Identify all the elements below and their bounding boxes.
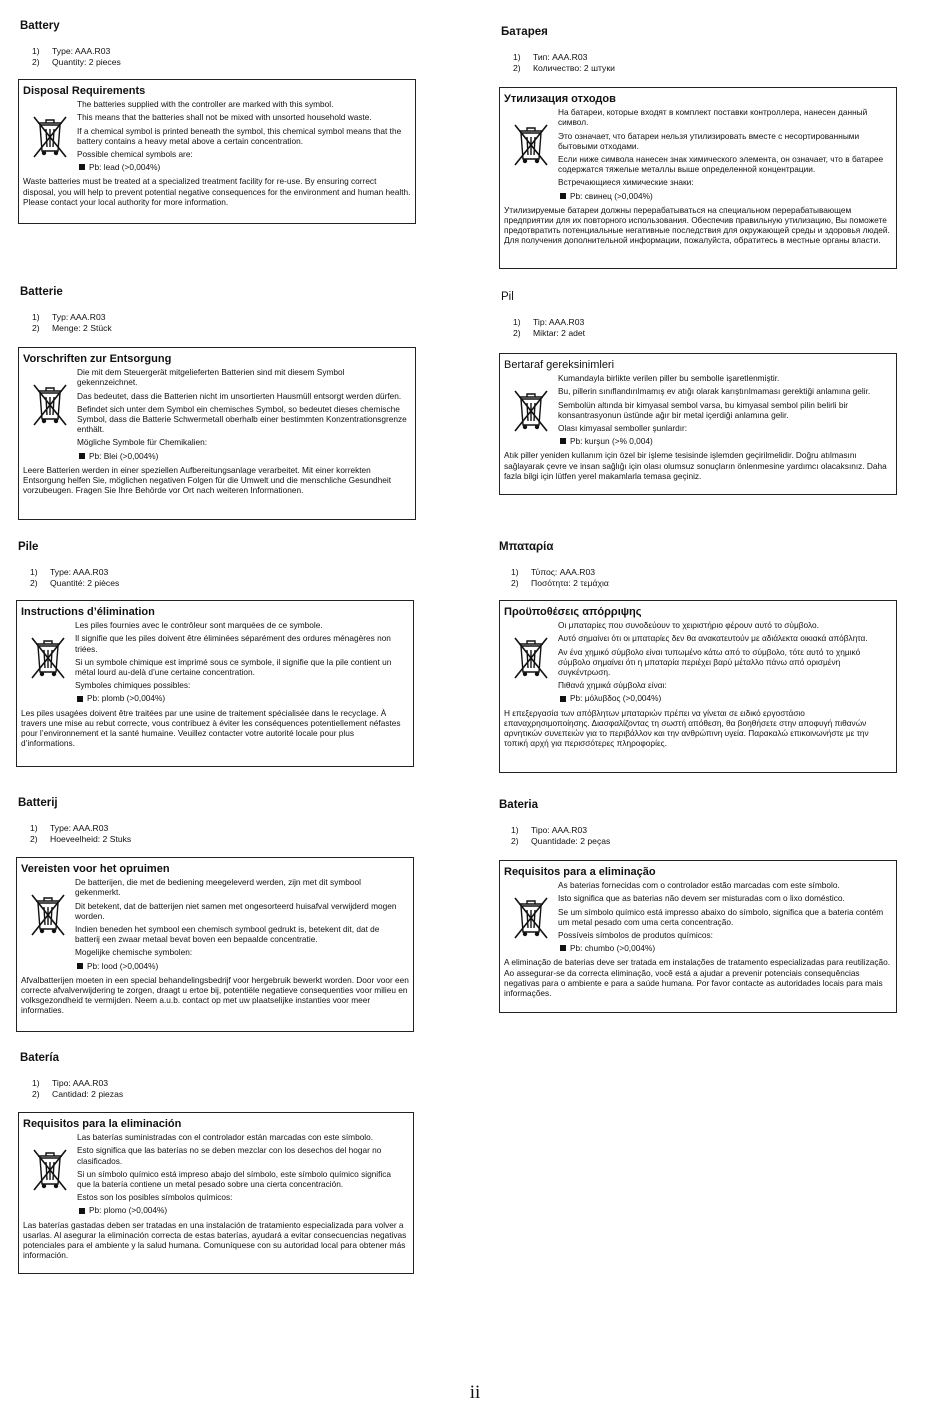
para: Les piles fournies avec le contrôleur sont marquées de ce symbole. bbox=[75, 620, 323, 631]
footer-text: Η επεξεργασία των απόβλητων μπαταριών πρέπει να γίνεται σε ειδικό εργοστάσιο επαναχρησιμοποίησης. Διασφαλίζοντας τη σωστή απόθεση, θα βοηθήσετε στην αποφυγή πιθανών αρνητικών συνεπειών για το περιβάλλον και την ανθρώπινη υγεία. Παρακαλώ επικοινωνήστε με την τοπική αρχή για περισσότερες πληροφορίες. bbox=[504, 707, 869, 749]
bullet-square-icon bbox=[560, 438, 566, 444]
spec-quantity: Miktar: 2 adet bbox=[533, 327, 586, 338]
box-title: Instructions d’élimination bbox=[21, 606, 155, 618]
section-title: Batterij bbox=[18, 797, 58, 809]
section-title: Battery bbox=[20, 20, 60, 32]
spec-list bbox=[511, 825, 899, 846]
para: Esto significa que las baterías no se deben mezclar con los desechos del hogar no clasificados. bbox=[77, 1145, 382, 1166]
bullet-square-icon bbox=[560, 193, 566, 199]
crossed-bin-icon bbox=[504, 620, 558, 706]
para: Mogelijke chemische symbolen: bbox=[75, 947, 193, 958]
spec-num: 2) bbox=[513, 327, 521, 338]
section-title: Pile bbox=[18, 541, 39, 553]
footer-text: Las baterías gastadas deben ser tratadas en una instalación de tratamiento especializada para volver a usarlas. Al asegurar la eliminación correcta de estas baterías, ayudará a evitar consecuencias negativas potenciales para el ambiente y la salud humana. Comuníquese con su autoridad local para obtener más información. bbox=[23, 1219, 407, 1261]
para: Si un símbolo químico está impreso abajo del símbolo, este símbolo químico significa que la batería contiene un metal pesado sobre una cierta concentración. bbox=[77, 1168, 392, 1190]
crossed-bin-icon bbox=[21, 877, 75, 974]
section-battery-pt bbox=[499, 799, 899, 846]
spec-num: 2) bbox=[32, 56, 40, 67]
spec-num: 1) bbox=[30, 823, 38, 833]
para: This means that the batteries shall not be mixed with unsorted household waste. bbox=[77, 112, 372, 123]
bullet-square-icon bbox=[560, 945, 566, 951]
para: Possible chemical symbols are: bbox=[77, 149, 193, 160]
crossed-bin-icon bbox=[504, 107, 558, 204]
para: Αυτό σημαίνει ότι οι μπαταρίες δεν θα ανακατευτούν με αδιάλεκτα οικιακά απόβλητα. bbox=[558, 633, 868, 644]
spec-type: Tipo: AAA.R03 bbox=[531, 825, 588, 835]
disposal-box-ru bbox=[499, 87, 897, 269]
para: Dit betekent, dat de batterijen niet samen met ongesorteerd huisafval verwijderd mogen worden. bbox=[75, 900, 397, 921]
spec-quantity: Cantidad: 2 piezas bbox=[52, 1088, 124, 1099]
spec-quantity: Ποσότητα: 2 τεμάχια bbox=[531, 577, 609, 588]
section-title: Batería bbox=[20, 1052, 59, 1064]
spec-list bbox=[32, 312, 420, 333]
bullet-text: Pb: Blei (>0,004%) bbox=[89, 450, 159, 461]
box-title: Disposal Requirements bbox=[23, 85, 146, 97]
para: Indien beneden het symbool een chemisch symbool gedrukt is, betekent dit, dat de batterij een zwaar metaal bevat boven een bepaalde concentratie. bbox=[75, 924, 380, 945]
para: The batteries supplied with the controller are marked with this symbol. bbox=[77, 99, 334, 110]
spec-type: Tip: AAA.R03 bbox=[533, 317, 585, 327]
spec-num: 2) bbox=[511, 835, 519, 846]
footer-text: Afvalbatterijen moeten in een special behandelingsbedrijf voor hergebruik bewerkt worden. Door voor een correcte afvalverwijdering te zorgen, draagt u ertoe bij, potentiële negatieve consequenties voor milieu en volksgezondheid te vermijden. Neem a.u.b. contact op met uw plaatselijke instanties voor meer informaties. bbox=[21, 974, 409, 1016]
para: Kumandayla birlikte verilen piller bu sembolle işaretlenmiştir. bbox=[558, 373, 780, 384]
spec-num: 2) bbox=[30, 833, 38, 844]
disposal-box-fr bbox=[16, 600, 414, 767]
chemical-bullet bbox=[79, 1205, 405, 1215]
chemical-bullet bbox=[77, 961, 405, 971]
para: De batterijen, die met de bediening meegeleverd werden, zijn met dit symbool gekenmerkt. bbox=[75, 877, 361, 898]
section-battery-de bbox=[20, 286, 420, 333]
para: Αν ένα χημικό σύμβολο είναι τυπωμένο κάτω από το σύμβολο, τότε αυτό το χημικό σύμβολο σημαίνει ότι η μπαταρία περιέχει βαρύ μέταλλο πάνω από ορισμένη συγκέντρωση. bbox=[558, 646, 861, 678]
bullet-text: Pb: plomo (>0,004%) bbox=[89, 1205, 168, 1216]
crossed-bin-icon bbox=[504, 880, 558, 956]
section-title: Батарея bbox=[501, 26, 548, 38]
para: Mögliche Symbole für Chemikalien: bbox=[77, 437, 208, 448]
footer-text: Утилизируемые батареи должны перерабатываться на специальном перерабатывающем предприятии для их повторного использования. Обеспечив правильную утилизацию, Вы поможете предотвратить потенциальные негативные последствия для окружающей среды и здоровья людей. Для получения дополнительной информации, пожалуйста, обратитесь в местные органы власти. bbox=[504, 204, 890, 246]
disposal-box-es bbox=[18, 1112, 414, 1274]
spec-list bbox=[513, 317, 901, 338]
spec-num: 1) bbox=[513, 52, 521, 62]
para: If a chemical symbol is printed beneath the symbol, this chemical symbol means that the battery contains a heavy metal above a certain concentration. bbox=[77, 125, 402, 146]
para: Possíveis símbolos de produtos químicos: bbox=[558, 930, 713, 941]
footer-text: Les piles usagées doivent être traitées par une usine de traitement spécialisée dans le recyclage. À travers une mise au rebut correcte, vous contribuez à éviter les conséquences potentiellement néfastes pour l’environnement et la santé humaine. Veuillez contacter votre autorité locale pour plus d’informations. bbox=[21, 707, 401, 749]
spec-type: Type: AAA.R03 bbox=[50, 823, 109, 833]
para: Symboles chimiques possibles: bbox=[75, 680, 191, 691]
section-battery-ru bbox=[501, 26, 901, 73]
spec-num: 2) bbox=[30, 577, 38, 588]
crossed-bin-icon bbox=[23, 367, 77, 464]
box-title: Vorschriften zur Entsorgung bbox=[23, 353, 172, 365]
section-title: Batterie bbox=[20, 286, 63, 298]
spec-quantity: Quantidade: 2 peças bbox=[531, 835, 611, 846]
chemical-bullet bbox=[79, 451, 407, 461]
box-title: Requisitos para la eliminación bbox=[23, 1118, 182, 1130]
bullet-square-icon bbox=[560, 696, 566, 702]
box-title: Утилизация отходов bbox=[504, 93, 616, 105]
bullet-square-icon bbox=[77, 696, 83, 702]
spec-num: 1) bbox=[32, 46, 40, 56]
disposal-box-tr bbox=[499, 353, 897, 495]
spec-num: 2) bbox=[511, 577, 519, 588]
spec-type: Type: AAA.R03 bbox=[50, 567, 109, 577]
chemical-bullet bbox=[560, 436, 888, 446]
chemical-bullet bbox=[79, 162, 407, 172]
spec-list bbox=[30, 567, 418, 588]
page-number: ii bbox=[469, 1382, 481, 1403]
spec-quantity: Количество: 2 штуки bbox=[533, 62, 615, 73]
para: Πιθανά χημικά σύμβολα είναι: bbox=[558, 680, 667, 691]
spec-type: Typ: AAA.R03 bbox=[52, 312, 106, 322]
para: Las baterías suministradas con el controlador están marcadas con este símbolo. bbox=[77, 1132, 374, 1143]
bullet-text: Pb: chumbo (>0,004%) bbox=[570, 943, 656, 954]
para: Встречающиеся химические знаки: bbox=[558, 177, 694, 188]
spec-num: 2) bbox=[32, 1088, 40, 1099]
bullet-text: Pb: свинец (>0,004%) bbox=[570, 190, 653, 201]
spec-num: 1) bbox=[32, 1078, 40, 1088]
bullet-text: Pb: plomb (>0,004%) bbox=[87, 693, 166, 704]
box-title: Requisitos para a eliminação bbox=[504, 866, 656, 878]
section-title: Bateria bbox=[499, 799, 538, 811]
spec-list bbox=[513, 52, 901, 73]
bullet-square-icon bbox=[79, 1208, 85, 1214]
disposal-box-el bbox=[499, 600, 897, 773]
box-title: Προϋποθέσεις απόρριψης bbox=[504, 606, 642, 618]
disposal-box-en bbox=[18, 79, 416, 224]
spec-num: 1) bbox=[32, 312, 40, 322]
para: Se um símbolo químico está impresso abaixo do símbolo, significa que a bateria contém um metal pesado com uma certa concentração. bbox=[558, 906, 884, 927]
para: Isto significa que as baterias não devem ser misturadas com o lixo doméstico. bbox=[558, 893, 845, 904]
para: Sembolün altında bir kimyasal sembol varsa, bu kimyasal sembol pilin belirli bir konsantrasyonun üstünde ağır bir metal içerdiği anlamına gelir. bbox=[558, 399, 849, 420]
section-battery-nl bbox=[18, 797, 418, 844]
para: As baterias fornecidas com o controlador estão marcadas com este símbolo. bbox=[558, 880, 840, 891]
footer-text: Waste batteries must be treated at a specialized treatment facility for re-use. By ensuring correct disposal, you will help to prevent potential negative consequences for the environment and human health. Please contact your local authority for more information. bbox=[23, 176, 411, 207]
section-battery-el bbox=[499, 541, 899, 588]
para: Это означает, что батареи нельзя утилизировать вместе с несортированными бытовыми отходами. bbox=[558, 130, 860, 151]
spec-num: 1) bbox=[513, 317, 521, 327]
spec-quantity: Menge: 2 Stück bbox=[52, 322, 112, 333]
section-title: Μπαταρία bbox=[499, 541, 554, 553]
para: Estos son los posibles símbolos químicos: bbox=[77, 1192, 233, 1203]
disposal-box-nl bbox=[16, 857, 414, 1032]
section-battery-en bbox=[20, 20, 420, 67]
bullet-square-icon bbox=[79, 164, 85, 170]
para: Si un symbole chimique est imprimé sous ce symbole, il signifie que la pile contient un métal lourd au-delà d’une certaine concentration. bbox=[75, 656, 392, 678]
spec-num: 2) bbox=[513, 62, 521, 73]
spec-num: 1) bbox=[511, 567, 519, 577]
disposal-box-de bbox=[18, 347, 416, 520]
spec-quantity: Quantity: 2 pieces bbox=[52, 56, 121, 67]
para: Die mit dem Steuergerät mitgelieferten Batterien sind mit diesem Symbol gekennzeichnet. bbox=[77, 367, 345, 388]
spec-list bbox=[32, 1078, 420, 1099]
section-battery-fr bbox=[18, 541, 418, 588]
spec-quantity: Quantité: 2 pièces bbox=[50, 577, 120, 588]
box-title: Bertaraf gereksinimleri bbox=[504, 359, 615, 371]
para: Οι μπαταρίες που συνοδεύουν το χειριστήριο φέρουν αυτό το σύμβολο. bbox=[558, 620, 819, 631]
crossed-bin-icon bbox=[504, 373, 558, 449]
crossed-bin-icon bbox=[23, 99, 77, 175]
bullet-text: Pb: lood (>0,004%) bbox=[87, 960, 159, 971]
crossed-bin-icon bbox=[23, 1132, 77, 1218]
para: На батареи, которые входят в комплект поставки контроллера, нанесен данный символ. bbox=[558, 107, 868, 128]
chemical-bullet bbox=[77, 693, 405, 703]
bullet-text: Pb: μόλυβδος (>0,004%) bbox=[570, 693, 662, 704]
chemical-bullet bbox=[560, 191, 888, 201]
bullet-square-icon bbox=[79, 453, 85, 459]
disposal-box-pt bbox=[499, 860, 897, 1013]
para: Befindet sich unter dem Symbol ein chemisches Symbol, so bedeutet dieses chemische Symbol, dass die Batterie Schwermetall oberhalb einer bestimmten Konzentrationsgrenze enthält. bbox=[77, 403, 407, 435]
chemical-bullet bbox=[560, 943, 888, 953]
para: Если ниже символа нанесен знак химического элемента, он означает, что в батарее содержатся тяжелые металлы выше определенной концентрации. bbox=[558, 154, 884, 175]
para: Bu, pillerin sınıflandırılmamış ev atığı olarak karıştırılmaması gerektiği anlamına gelir. bbox=[558, 386, 871, 397]
spec-num: 2) bbox=[32, 322, 40, 333]
spec-list bbox=[30, 823, 418, 844]
para: Il signifie que les piles doivent être éliminées séparément des ordures ménagères non triées. bbox=[75, 633, 391, 654]
spec-num: 1) bbox=[30, 567, 38, 577]
bullet-square-icon bbox=[77, 963, 83, 969]
section-title: Pil bbox=[501, 291, 514, 303]
spec-quantity: Hoeveelheid: 2 Stuks bbox=[50, 833, 132, 844]
footer-text: Atık piller yeniden kullanım için özel bir işleme tesisinde işlemden geçirilmelidir. Doğru atılmasını sağlayarak çevre ve insan sağlığı için olası olumsuz sonuçların önlenmesine yardımcı olacaksınız. Daha fazla bilgi için lütfen yerel makamlarla temasa geçiniz. bbox=[504, 450, 887, 481]
spec-type: Τύπος: AAA.R03 bbox=[531, 567, 596, 577]
crossed-bin-icon bbox=[21, 620, 75, 706]
para: Olası kimyasal semboller şunlardır: bbox=[558, 423, 688, 434]
spec-type: Type: AAA.R03 bbox=[52, 46, 111, 56]
spec-type: Tipo: AAA.R03 bbox=[52, 1078, 109, 1088]
bullet-text: Pb: kurşun (>% 0,004) bbox=[570, 436, 653, 447]
section-battery-es bbox=[20, 1052, 420, 1099]
spec-type: Тип: AAA.R03 bbox=[533, 52, 588, 62]
section-battery-tr bbox=[501, 291, 901, 338]
footer-text: A eliminação de baterias deve ser tratada em instalações de tratamento especializadas para reutilização. Ao assegurar-se da correcta eliminação, você está a ajudar a prevenir potenciais consequências negativas para o ambiente e para a saúde humana. Por favor contacte as autoridades locais para mais informações. bbox=[504, 957, 891, 999]
footer-text: Leere Batterien werden in einer speziellen Aufbereitungsanlage verarbeitet. Mit einer korrekten Entsorgung helfen Sie, möglichen negativen Folgen für die Umwelt und die menschliche Gesundheit vorzubeugen. Fragen Sie Ihre Behörde vor Ort nach weiteren Informationen. bbox=[23, 464, 392, 496]
spec-list bbox=[511, 567, 899, 588]
bullet-text: Pb: lead (>0,004%) bbox=[89, 162, 161, 173]
box-title: Vereisten voor het opruimen bbox=[21, 863, 170, 875]
spec-num: 1) bbox=[511, 825, 519, 835]
spec-list bbox=[32, 46, 420, 67]
para: Das bedeutet, dass die Batterien nicht im unsortierten Hausmüll entsorgt werden dürfen. bbox=[77, 390, 402, 401]
chemical-bullet bbox=[560, 693, 888, 703]
